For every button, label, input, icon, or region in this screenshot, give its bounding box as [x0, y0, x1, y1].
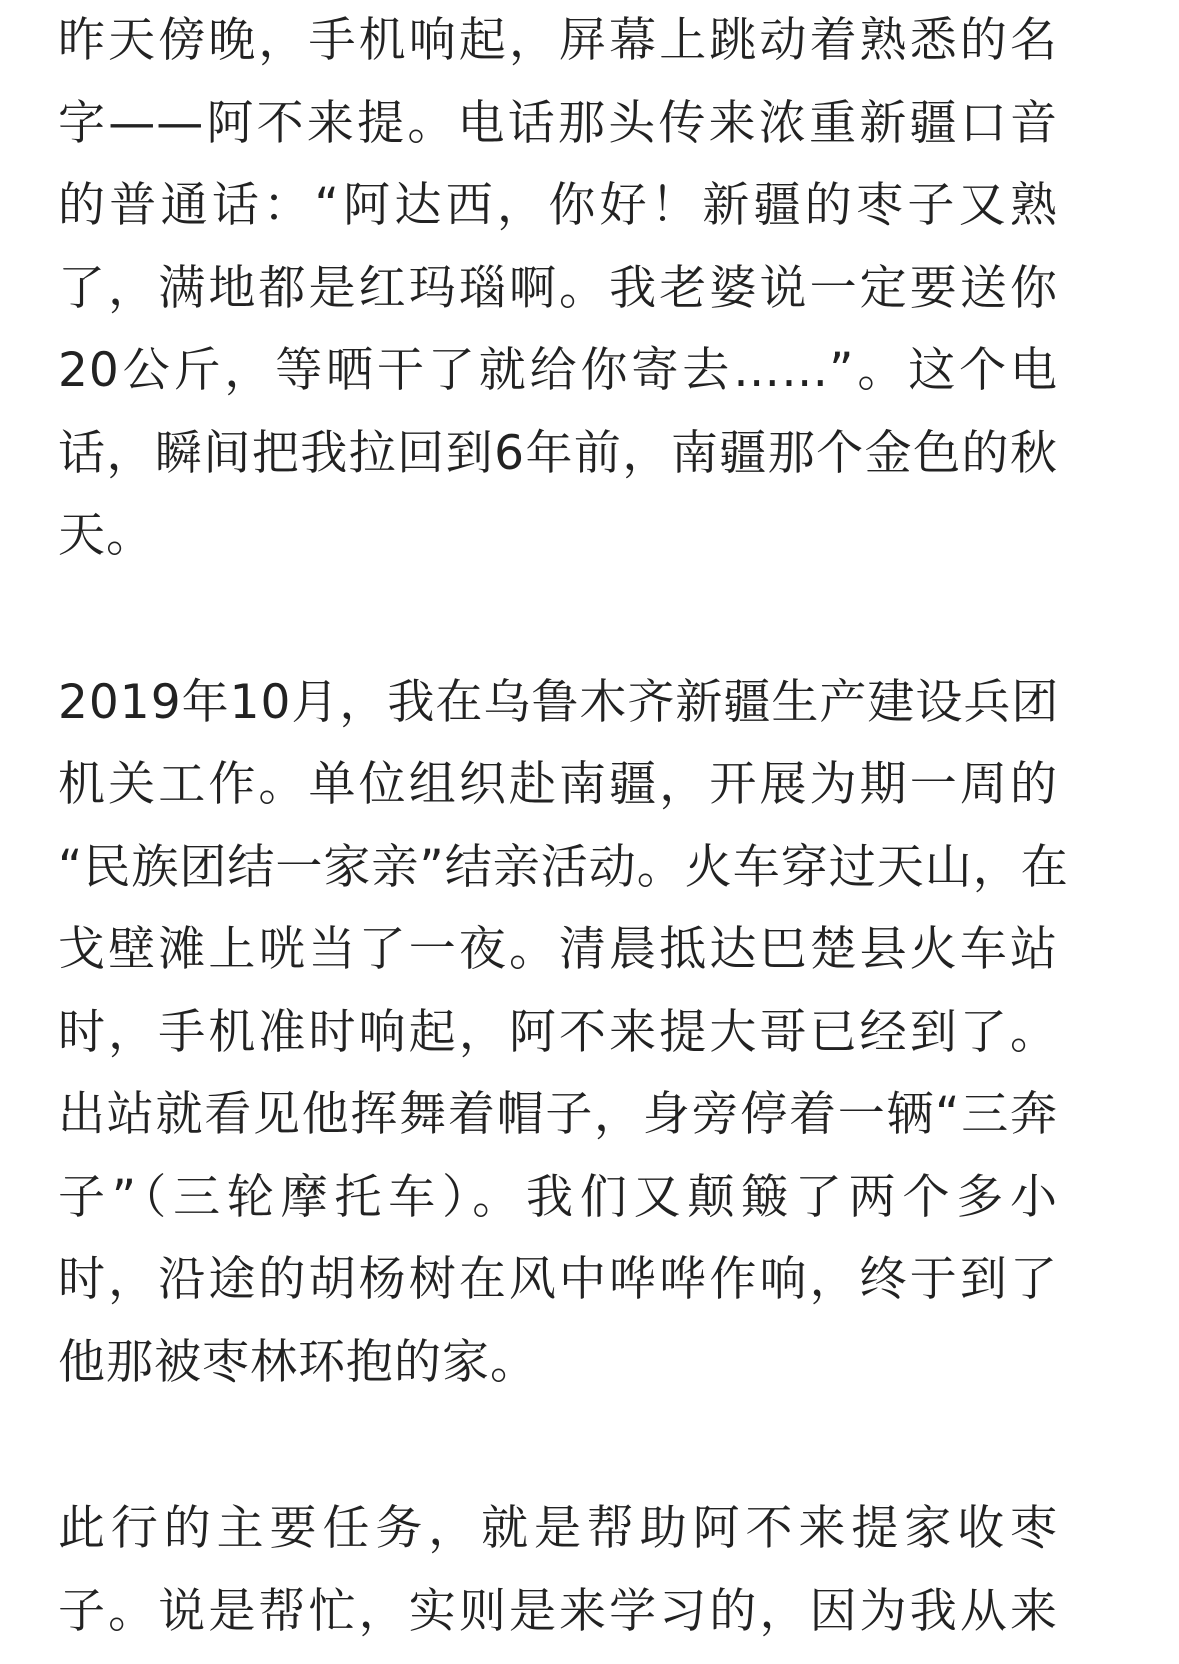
text-line: 时，沿途的胡杨树在风中哗哗作响，终于到了	[58, 1252, 1058, 1307]
paragraph-gap	[58, 578, 1058, 662]
text-line: “民族团结一家亲”结亲活动。火车穿过天山，在	[58, 839, 1069, 895]
paragraph-1	[58, 0, 1058, 578]
text-line: 话，瞬间把我拉回到6年前，南疆那个金色的秋	[58, 425, 1058, 481]
text-line: 时，手机准时响起，阿不来提大哥已经到了。	[58, 1004, 1058, 1060]
paragraph-3	[58, 1488, 1058, 1653]
paragraph-gap	[58, 1404, 1058, 1488]
article-body	[58, 0, 1069, 1653]
text-line: 天。	[58, 508, 154, 563]
text-line: 子。说是帮忙，实则是来学习的，因为我从来	[58, 1583, 1058, 1639]
text-line: 的普通话：“阿达西，你好！新疆的枣子又熟	[58, 178, 1058, 233]
text-line: 字——阿不来提。电话那头传来浓重新疆口音	[58, 95, 1058, 151]
text-line: 2019年10月，我在乌鲁木齐新疆生产建设兵团	[58, 674, 1060, 730]
text-line: 子”（三轮摩托车）。我们又颠簸了两个多小	[58, 1169, 1058, 1225]
text-line: 昨天傍晚，手机响起，屏幕上跳动着熟悉的名	[58, 13, 1058, 68]
text-line: 他那被枣林环抱的家。	[58, 1334, 538, 1390]
text-line: 戈壁滩上咣当了一夜。清晨抵达巴楚县火车站	[58, 922, 1058, 977]
paragraph-2	[58, 662, 1069, 1405]
text-line: 此行的主要任务，就是帮助阿不来提家收枣	[58, 1501, 1058, 1556]
text-line: 出站就看见他挥舞着帽子，身旁停着一辆“三奔	[58, 1087, 1058, 1142]
text-line: 20公斤，等晒干了就给你寄去……”。这个电	[58, 343, 1058, 398]
text-line: 了，满地都是红玛瑙啊。我老婆说一定要送你	[58, 260, 1058, 316]
text-line: 机关工作。单位组织赴南疆，开展为期一周的	[58, 757, 1058, 812]
